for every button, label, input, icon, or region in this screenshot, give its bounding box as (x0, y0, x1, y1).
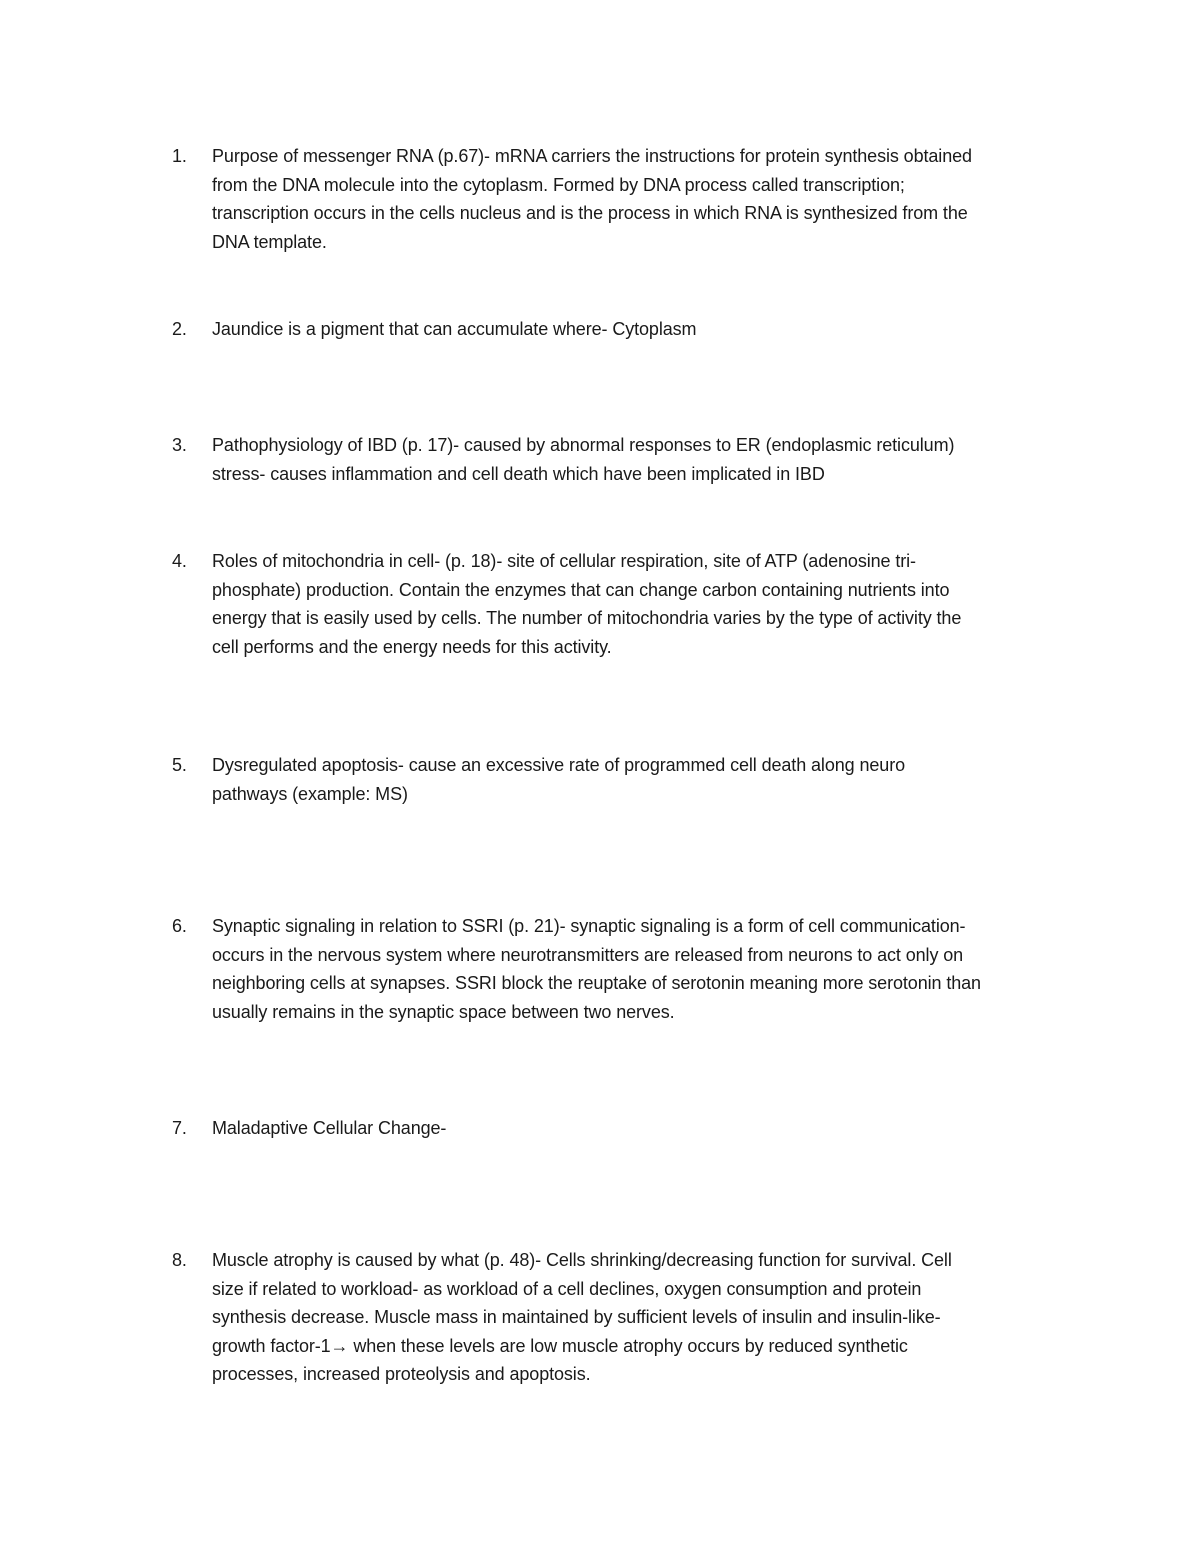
text-line: Muscle atrophy is caused by what (p. 48)- Cells shrinking/decreasing function for survival. Cell (212, 1250, 952, 1270)
item-number: 8. (172, 1250, 187, 1270)
item-text (212, 751, 1072, 808)
text-line: stress- causes inflammation and cell death which have been implicated in IBD (212, 463, 825, 484)
item-number: 3. (172, 435, 187, 455)
text-line: Jaundice is a pigment that can accumulate where- Cytoplasm (212, 319, 697, 339)
text-line: from the DNA molecule into the cytoplasm. Formed by DNA process called transcription; (212, 174, 905, 195)
text-line: Dysregulated apoptosis- cause an excessive rate of programmed cell death along neuro (212, 755, 906, 775)
item-text (212, 912, 1072, 1026)
text-line: Roles of mitochondria in cell- (p. 18)- site of cellular respiration, site of ATP (adenosine tri- (212, 551, 916, 571)
item-text (212, 142, 1072, 256)
item-number: 6. (172, 916, 187, 936)
text-line: occurs in the nervous system where neurotransmitters are released from neurons to act only on (212, 944, 964, 965)
text-line: growth factor-1→ when these levels are low muscle atrophy occurs by reduced synthetic (212, 1335, 908, 1356)
text-line: Purpose of messenger RNA (p.67)- mRNA carriers the instructions for protein synthesis obtained (212, 146, 972, 166)
text-line: processes, increased proteolysis and apoptosis. (212, 1364, 591, 1384)
item-text (212, 1114, 1072, 1143)
text-line: Maladaptive Cellular Change- (212, 1118, 447, 1138)
text-line: DNA template. (212, 231, 327, 252)
text-line: usually remains in the synaptic space between two nerves. (212, 1001, 675, 1022)
text-line: cell performs and the energy needs for this activity. (212, 636, 612, 657)
item-text (212, 315, 1072, 344)
list-item (172, 751, 1072, 808)
item-number: 7. (172, 1118, 187, 1138)
text-line: energy that is easily used by cells. The number of mitochondria varies by the type of activity the (212, 608, 962, 628)
list-item (172, 1114, 1072, 1143)
list-item (172, 912, 1072, 1026)
text-line: Pathophysiology of IBD (p. 17)- caused by abnormal responses to ER (endoplasmic reticulum) (212, 435, 955, 455)
text-line: Synaptic signaling in relation to SSRI (p. 21)- synaptic signaling is a form of cell communication- (212, 916, 966, 936)
text-line: synthesis decrease. Muscle mass in maintained by sufficient levels of insulin and insulin-like- (212, 1307, 941, 1327)
item-number: 2. (172, 319, 187, 339)
text-line: phosphate) production. Contain the enzymes that can change carbon containing nutrients into (212, 579, 950, 600)
text-line: neighboring cells at synapses. SSRI block the reuptake of serotonin meaning more serotonin than (212, 973, 981, 993)
list-item (172, 431, 1072, 488)
item-text (212, 547, 1072, 661)
list-item (172, 1246, 1072, 1389)
item-number: 5. (172, 755, 187, 775)
text-line: size if related to workload- as workload of a cell declines, oxygen consumption and protein (212, 1278, 922, 1299)
item-text (212, 1246, 1072, 1389)
list-item (172, 547, 1072, 661)
item-text (212, 431, 1072, 488)
list-item (172, 315, 1072, 344)
text-line: transcription occurs in the cells nucleus and is the process in which RNA is synthesized from the (212, 203, 968, 223)
item-number: 1. (172, 146, 187, 166)
text-line: pathways (example: MS) (212, 783, 408, 804)
item-number: 4. (172, 551, 187, 571)
list-item (172, 142, 1072, 256)
